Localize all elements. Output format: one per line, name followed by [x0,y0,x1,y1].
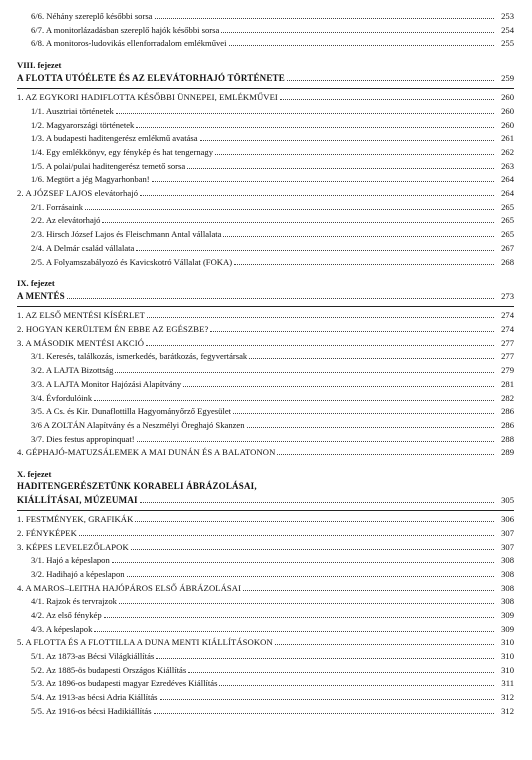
table-of-contents [17,10,514,718]
entry-number: 1/2. [31,119,45,130]
page-number: 308 [501,568,514,579]
dot-leader [277,449,494,455]
page-number: 310 [501,664,514,675]
entry-number: 2/1. [31,201,45,212]
page-number: 264 [501,174,514,185]
toc-subentry[interactable] [17,10,514,24]
entry-title [31,10,153,24]
entry-number: 1. [17,92,24,103]
dot-leader [85,204,494,210]
page-number: 260 [501,92,514,103]
dot-leader [115,367,494,373]
dot-leader [223,231,494,237]
toc-entry[interactable] [17,323,514,337]
entry-title [17,309,145,323]
toc-subentry[interactable] [17,119,514,133]
page-number: 281 [501,378,514,389]
entry-text: Az 1885-ös budapesti Országos Kiállítás [45,664,187,675]
page-number: 286 [501,406,514,417]
entry-text: A Delmár család vállalata [45,242,135,253]
page-number: 288 [501,433,514,444]
toc-entry[interactable] [17,582,514,596]
toc-subentry[interactable] [17,595,514,609]
entry-number: 5. [17,637,24,648]
entry-number: 3/3. [31,378,45,389]
entry-number: 4. [17,582,24,593]
toc-subentry[interactable] [17,160,514,174]
entry-title [31,242,134,256]
entry-text: Az 1896-os budapesti magyar Ezredéves Kiállítás [45,678,218,689]
page-number: 308 [501,582,514,593]
page-number: 279 [501,365,514,376]
entry-number: 2/5. [31,256,45,267]
entry-number: 3/7. [31,433,45,444]
toc-subentry[interactable] [17,173,514,187]
dot-leader [102,217,494,223]
dot-leader [243,584,494,590]
entry-text: A monitorlázadásban szereplő hajók későbbi sorsa [45,24,220,35]
entry-number: 6/6. [31,11,45,21]
toc-subentry[interactable] [17,132,514,146]
chapter-label: IX. fejezet [17,278,55,289]
toc-entry[interactable] [17,513,514,527]
chapter-title: HADITENGERÉSZETÜNK KORABELI ÁBRÁZOLÁSAI, [17,480,257,491]
entry-number: 6/7. [31,24,45,35]
entry-title [31,705,152,719]
dot-leader [116,108,494,114]
entry-text: GÉPHAJÓ-MATUZSÁLEMEK A MAI DUNÁN ÉS A BALATONON [25,447,276,458]
dot-leader [234,258,494,264]
dot-leader [112,557,494,563]
entry-title [31,350,247,364]
dot-leader [187,163,494,169]
page-number: 262 [501,147,514,157]
entry-number: 1/6. [31,174,45,185]
toc-entry[interactable] [17,446,514,460]
entry-number: 5/3. [31,678,45,689]
entry-title [31,568,125,582]
toc-subentry[interactable] [17,623,514,637]
toc-subentry[interactable] [17,378,514,392]
dot-leader [188,667,494,673]
entry-title [31,256,232,270]
entry-text: Ausztriai történetek [45,105,114,116]
entry-title [31,173,150,187]
page-number: 309 [501,623,514,634]
entry-number: 2. [17,527,24,538]
dot-leader [249,353,494,359]
entry-text: Néhány szereplő későbbi sorsa [46,11,153,21]
page-number: 277 [501,337,514,348]
dot-leader [233,408,494,414]
entry-number: 5/5. [31,705,45,716]
dot-leader [119,598,494,604]
toc-subentry[interactable] [17,214,514,228]
toc-subentry[interactable] [17,419,514,433]
entry-text: FESTMÉNYEK, GRAFIKÁK [25,514,134,525]
chapter-title-row[interactable] [17,289,514,303]
toc-subentry[interactable] [17,350,514,364]
page-number: 268 [501,256,514,267]
entry-number: 4/2. [31,609,45,620]
entry-text: A JÓZSEF LAJOS elevátorhajó [25,188,139,199]
entry-text: Megtört a jég Magyarhonban! [46,174,150,185]
page-number: 310 [501,637,514,648]
entry-title [17,541,129,555]
page-number: 282 [501,392,514,403]
page-number: 307 [501,527,514,538]
chapter-title: A FLOTTA UTÓÉLETE ÉS AZ ELEVÁTORHAJÓ TÖRTÉNETE [17,73,285,84]
entry-text: Hajó a képeslapon [46,555,110,566]
entry-text: Hirsch József Lajos és Fleischmann Antal vállalata [46,229,222,240]
toc-subentry[interactable] [17,256,514,270]
entry-text: Az elevátorhajó [45,215,101,226]
entry-text: A LAJTA Bizottság [45,365,114,376]
entry-number: 2/2. [31,215,45,226]
entry-title [17,187,138,201]
toc-subentry[interactable] [17,37,514,51]
entry-text: Az 1916-os bécsi Hadikiállítás [45,705,152,716]
entry-title [31,37,227,51]
toc-entry[interactable] [17,309,514,323]
dot-leader [160,694,494,700]
toc-entry[interactable] [17,187,514,201]
entry-title [31,160,185,174]
dot-leader [215,149,494,155]
entry-text: FÉNYKÉPEK [25,527,77,538]
entry-title [31,146,213,160]
entry-title [17,323,208,337]
entry-text: A Cs. és Kir. Dunaflottilla Hagyományőrző Egyesület [45,406,232,417]
page-number: 289 [501,447,514,458]
entry-title [31,364,113,378]
toc-subentry[interactable] [17,433,514,447]
entry-text: A MAROS–LEITHA HAJÓPÁROS ELSŐ ÁBRÁZOLÁSAI [25,582,242,593]
page-number: 267 [501,242,514,253]
entry-number: 2. [17,324,24,335]
page-number: 308 [501,596,514,607]
page-number: 254 [501,24,514,35]
entry-title [17,582,241,596]
chapter-rule [17,510,514,511]
entry-text: Forrásaink [46,201,84,212]
dot-leader [137,435,494,441]
entry-number: 5/2. [31,664,45,675]
dot-leader [183,381,494,387]
entry-number: 6/8. [31,38,45,49]
dot-leader [247,422,494,428]
page-number: 309 [501,609,514,620]
page-number: 259 [501,73,514,84]
page-number: 306 [501,514,514,525]
dot-leader [155,13,495,19]
entry-number: 1/3. [31,133,45,144]
page-number: 274 [501,324,514,335]
entry-number: 1/5. [31,160,45,171]
entry-number: 3. [17,337,24,348]
page-number: 312 [501,692,514,703]
entry-title [17,513,133,527]
entry-title [31,405,231,419]
page-number: 310 [501,651,514,661]
page-number: 261 [501,133,514,144]
page-number: 277 [501,351,514,362]
entry-number: 2/3. [31,229,45,240]
entry-text: A ZOLTÁN Alapítvány és a Neszmélyi Öreghajó Skanzen [43,419,245,430]
section-gap [17,460,514,468]
dot-leader [79,530,494,536]
entry-title [31,419,245,433]
entry-title [31,201,83,215]
entry-number: 5/4. [31,692,45,703]
page-number: 308 [501,555,514,566]
section-gap [17,51,514,59]
entry-title [31,433,135,447]
dot-leader [136,121,494,127]
entry-title [31,650,154,664]
entry-text: A monitoros-ludovikás ellenforradalom emlékművei [45,38,227,49]
entry-number: 4. [17,447,24,458]
page-number: 274 [501,310,514,321]
entry-title [31,609,102,623]
page-number: 253 [501,11,514,21]
entry-title [31,595,117,609]
dot-leader [287,75,494,81]
page-number: 265 [501,229,514,240]
dot-leader [152,176,494,182]
chapter-label: VIII. fejezet [17,60,62,71]
entry-number: 3/1. [31,555,45,566]
dot-leader [140,190,494,196]
page-number: 273 [501,291,514,302]
toc-entry[interactable] [17,91,514,105]
entry-text: AZ ELSŐ MENTÉSI KÍSÉRLET [25,310,146,321]
entry-text: Évfordulóink [46,392,93,403]
entry-number: 1/4. [31,147,45,157]
entry-text: AZ EGYKORI HADIFLOTTA KÉSŐBBI ÜNNEPEI, EMLÉKMŰVEI [25,92,278,103]
dot-leader [127,571,494,577]
entry-title [17,337,144,351]
entry-title [17,527,77,541]
entry-number: 2. [17,188,24,199]
page-number: 312 [501,705,514,716]
chapter-label: X. fejezet [17,468,52,479]
dot-leader [146,340,494,346]
entry-title [31,378,181,392]
entry-text: Keresés, találkozás, ismerkedés, barátkozás, fegyvertársak [46,351,248,362]
dot-leader [104,612,494,618]
page-number: 255 [501,38,514,49]
entry-title [31,392,92,406]
entry-title [31,105,114,119]
page-number: 263 [501,160,514,171]
section-gap [17,269,514,277]
entry-text: Hadihajó a képeslapon [46,568,125,579]
entry-number: 3/5. [31,406,45,417]
toc-subentry[interactable] [17,554,514,568]
entry-title [31,677,217,691]
dot-leader [94,625,494,631]
entry-title [31,214,100,228]
dot-leader [280,94,494,100]
dot-leader [135,516,494,522]
toc-subentry[interactable] [17,201,514,215]
toc-subentry[interactable] [17,242,514,256]
entry-title [31,664,186,678]
entry-text: A budapesti haditengerész emlékmű avatása [45,133,198,144]
dot-leader [136,245,494,251]
entry-number: 5/1. [31,651,45,661]
entry-text: KÉPES LEVELEZŐLAPOK [25,541,129,552]
entry-text: Az 1873-as Bécsi Világkiállítás [45,651,155,661]
page-number: 311 [501,678,514,689]
toc-subentry[interactable] [17,105,514,119]
page-number: 260 [501,119,514,130]
toc-entry[interactable] [17,527,514,541]
entry-number: 3/6 [31,419,42,430]
entry-title [31,24,219,38]
entry-text: Az első fénykép [45,609,102,620]
chapter-title-row[interactable] [17,71,514,85]
entry-text: Az 1913-as bécsi Adria Kiállítás [45,692,158,703]
dot-leader [67,293,494,299]
dot-leader [210,326,494,332]
toc-subentry[interactable] [17,664,514,678]
entry-title [31,119,134,133]
entry-text: A Folyamszabályozó és Kavicskotró Vállalat (FOKA) [45,256,233,267]
entry-text: Dies festus appropinquat! [46,433,135,444]
toc-subentry[interactable] [17,228,514,242]
dot-leader [131,543,494,549]
entry-number: 3/2. [31,568,45,579]
dot-leader [221,27,494,33]
entry-text: Magyarországi történetek [46,119,135,130]
chapter-title: A MENTÉS [17,291,65,302]
dot-leader [200,135,494,141]
entry-number: 1. [17,514,24,525]
entry-number: 3/2. [31,365,45,376]
entry-text: Egy emlékkönyv, egy fénykép és hat tengernagy [46,147,214,157]
page-number: 264 [501,188,514,199]
chapter-title: KIÁLLÍTÁSAI, MÚZEUMAI [17,494,138,505]
entry-title [31,691,158,705]
page-number: 305 [501,494,514,505]
dot-leader [219,680,494,686]
chapter-title-row[interactable] [17,493,514,507]
entry-text: A MÁSODIK MENTÉSI AKCIÓ [25,337,144,348]
entry-title [31,228,221,242]
entry-title [31,132,198,146]
dot-leader [94,394,494,400]
toc-subentry[interactable] [17,392,514,406]
dot-leader [140,497,494,503]
toc-entry[interactable] [17,636,514,650]
chapter-rule [17,88,514,89]
toc-subentry[interactable] [17,609,514,623]
page-number: 265 [501,201,514,212]
entry-text: A polai/pulai haditengerész temető sorsa [45,160,186,171]
toc-subentry[interactable] [17,405,514,419]
entry-text: A FLOTTA ÉS A FLOTTILLA A DUNA MENTI KIÁLLÍTÁSOKON [25,637,273,648]
entry-text: HOGYAN KERÜLTEM ÉN EBBE AZ EGÉSZBE? [25,324,209,335]
toc-subentry[interactable] [17,677,514,691]
entry-number: 4/1. [31,596,45,607]
page-number: 265 [501,215,514,226]
entry-title [17,446,275,460]
toc-subentry[interactable] [17,364,514,378]
dot-leader [147,312,494,318]
entry-number: 3/4. [31,392,45,403]
entry-title [17,91,278,105]
entry-number: 4/3. [31,623,45,634]
entry-text: A képeslapok [45,623,93,634]
toc-subentry[interactable] [17,705,514,719]
entry-text: Rajzok és tervrajzok [46,596,117,607]
entry-title [17,636,273,650]
toc-entry[interactable] [17,337,514,351]
page-number: 286 [501,419,514,430]
entry-number: 2/4. [31,242,45,253]
toc-subentry[interactable] [17,568,514,582]
entry-number: 3/1. [31,351,45,362]
dot-leader [154,708,494,714]
dot-leader [275,639,494,645]
dot-leader [229,40,495,46]
entry-number: 1. [17,310,24,321]
toc-entry[interactable] [17,541,514,555]
entry-number: 3. [17,541,24,552]
dot-leader [156,653,494,659]
entry-text: A LAJTA Monitor Hajózási Alapítvány [45,378,182,389]
toc-subentry[interactable] [17,691,514,705]
page-number: 260 [501,105,514,116]
chapter-rule [17,306,514,307]
page-number: 307 [501,541,514,552]
entry-title [31,554,110,568]
entry-title [31,623,92,637]
toc-subentry[interactable] [17,146,514,160]
toc-subentry[interactable] [17,24,514,38]
entry-number: 1/1. [31,105,45,116]
toc-subentry[interactable] [17,650,514,664]
